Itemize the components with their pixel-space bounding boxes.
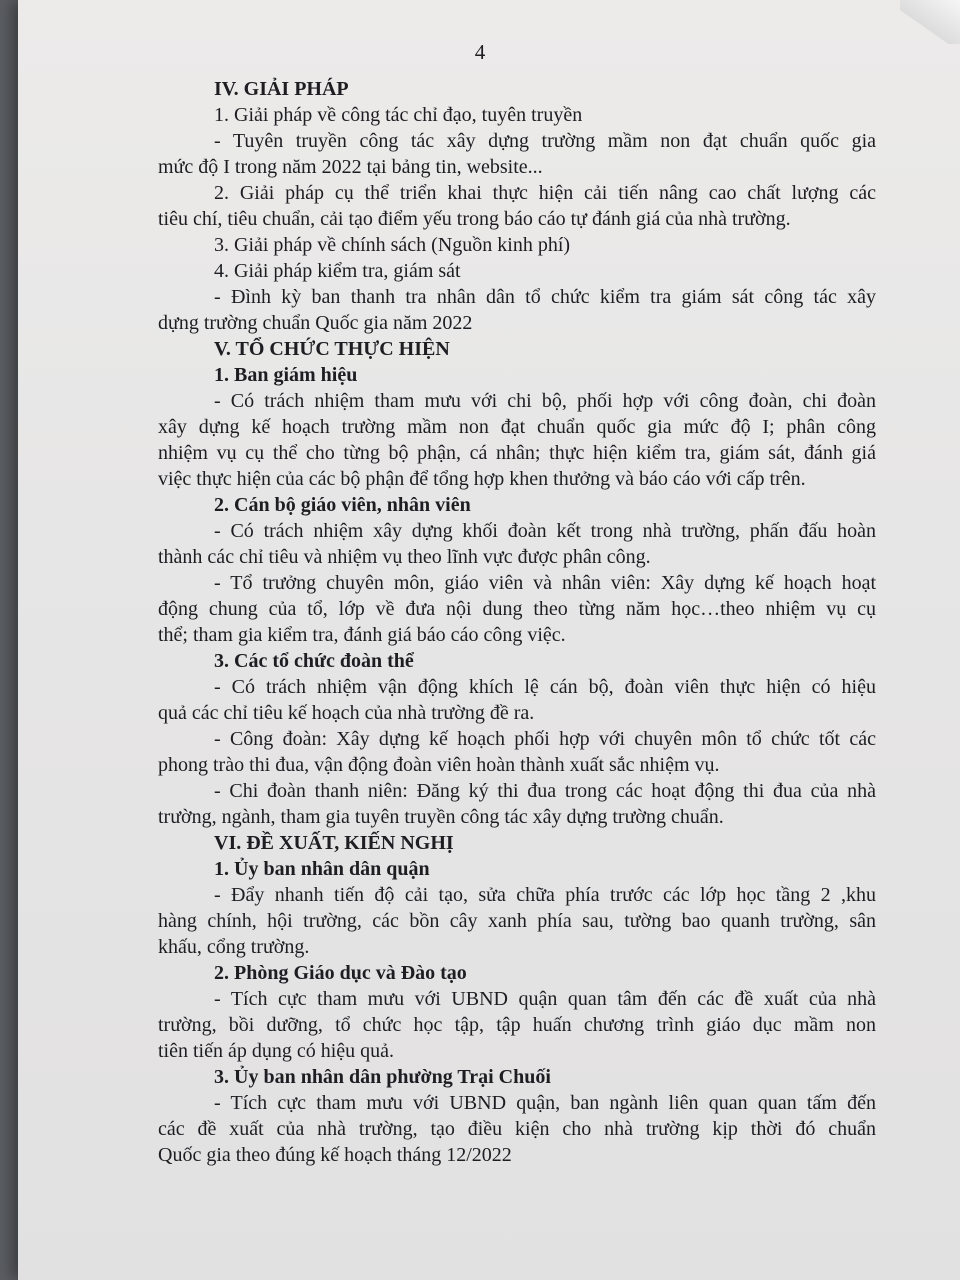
section-heading: VI. ĐỀ XUẤT, KIẾN NGHỊ	[214, 832, 454, 854]
text-line: các đề xuất của nhà trường, tạo điều kiện cho nhà trường kịp thời đó chuẩn	[158, 1118, 876, 1140]
text-line: 3. Giải pháp về chính sách (Nguồn kinh phí)	[214, 234, 571, 256]
text-line: - Chi đoàn thanh niên: Đăng ký thi đua trong các hoạt động thi đua của nhà	[214, 780, 876, 802]
text-line: thành các chỉ tiêu và nhiệm vụ theo lĩnh vực được phân công.	[158, 546, 651, 568]
text-line: trường, ngành, tham gia tuyên truyền công tác xây dựng trường chuẩn.	[158, 806, 724, 828]
text-line: 4. Giải pháp kiểm tra, giám sát	[214, 260, 461, 282]
section-heading: 1. Ban giám hiệu	[214, 364, 358, 386]
text-line: Quốc gia theo đúng kế hoạch tháng 12/2022	[158, 1144, 512, 1166]
text-line: xây dựng kế hoạch trường mầm non đạt chuẩn quốc gia mức độ I; phân công	[158, 416, 876, 438]
text-line: - Đẩy nhanh tiến độ cải tạo, sửa chữa phía trước các lớp học tầng 2 ,khu	[214, 884, 876, 906]
text-line: thể; tham gia kiểm tra, đánh giá báo cáo công việc.	[158, 624, 566, 646]
text-line: - Đình kỳ ban thanh tra nhân dân tổ chức kiểm tra giám sát công tác xây	[214, 286, 876, 308]
text-line: động chung của tổ, lớp về đưa nội dung theo từng năm học…theo nhiệm vụ cụ	[158, 598, 876, 620]
text-line: trường, bồi dưỡng, tổ chức học tập, tập huấn chương trình giáo dục mầm non	[158, 1014, 876, 1036]
text-line: nhiệm vụ cụ thể cho từng bộ phận, cá nhân; thực hiện kiểm tra, giám sát, đánh giá	[158, 442, 876, 464]
text-line: quả các chỉ tiêu kế hoạch của nhà trường đề ra.	[158, 702, 535, 724]
document-body	[158, 76, 876, 1168]
text-line: dựng trường chuẩn Quốc gia năm 2022	[158, 312, 473, 334]
page-number: 4	[474, 40, 486, 64]
text-line: hàng chính, hội trường, các bồn cây xanh phía sau, tường bao quanh trường, sân	[158, 910, 876, 932]
text-line: - Tích cực tham mưu với UBND quận, ban ngành liên quan quan tấm đến	[214, 1092, 876, 1114]
section-heading: 2. Phòng Giáo dục và Đào tạo	[214, 962, 467, 984]
text-line: - Công đoàn: Xây dựng kế hoạch phối hợp với chuyên môn tổ chức tốt các	[214, 728, 876, 750]
text-line: - Tuyên truyền công tác xây dựng trường mầm non đạt chuẩn quốc gia	[214, 130, 876, 152]
text-line: - Có trách nhiệm vận động khích lệ cán bộ, đoàn viên thực hiện có hiệu	[214, 676, 876, 698]
text-line: - Có trách nhiệm xây dựng khối đoàn kết trong nhà trường, phấn đấu hoàn	[214, 520, 876, 542]
text-line: phong trào thi đua, vận động đoàn viên hoàn thành xuất sắc nhiệm vụ.	[158, 754, 720, 776]
text-line: mức độ I trong năm 2022 tại bảng tin, website...	[158, 156, 543, 178]
section-heading: 3. Các tổ chức đoàn thể	[214, 650, 414, 672]
section-heading: IV. GIẢI PHÁP	[214, 78, 349, 100]
section-heading: 1. Ủy ban nhân dân quận	[214, 858, 430, 880]
text-line: - Có trách nhiệm tham mưu với chi bộ, phối hợp với công đoàn, chi đoàn	[214, 390, 876, 412]
text-line: - Tổ trưởng chuyên môn, giáo viên và nhân viên: Xây dựng kế hoạch hoạt	[214, 572, 876, 594]
text-line: tiêu chí, tiêu chuẩn, cải tạo điểm yếu trong báo cáo tự đánh giá của nhà trường.	[158, 208, 791, 230]
section-heading: 3. Ủy ban nhân dân phường Trại Chuối	[214, 1066, 551, 1088]
text-line: khấu, cổng trường.	[158, 936, 310, 958]
section-heading: 2. Cán bộ giáo viên, nhân viên	[214, 494, 471, 516]
page-corner	[900, 0, 960, 44]
text-line: 1. Giải pháp về công tác chỉ đạo, tuyên truyền	[214, 104, 583, 126]
text-line: - Tích cực tham mưu với UBND quận quan tâm đến các đề xuất của nhà	[214, 988, 876, 1010]
text-line: tiên tiến áp dụng có hiệu quả.	[158, 1040, 395, 1062]
text-line: việc thực hiện của các bộ phận để tổng hợp khen thưởng và báo cáo với cấp trên.	[158, 468, 806, 490]
text-line: 2. Giải pháp cụ thể triển khai thực hiện cải tiến nâng cao chất lượng các	[214, 182, 876, 204]
section-heading: V. TỔ CHỨC THỰC HIỆN	[214, 338, 450, 360]
